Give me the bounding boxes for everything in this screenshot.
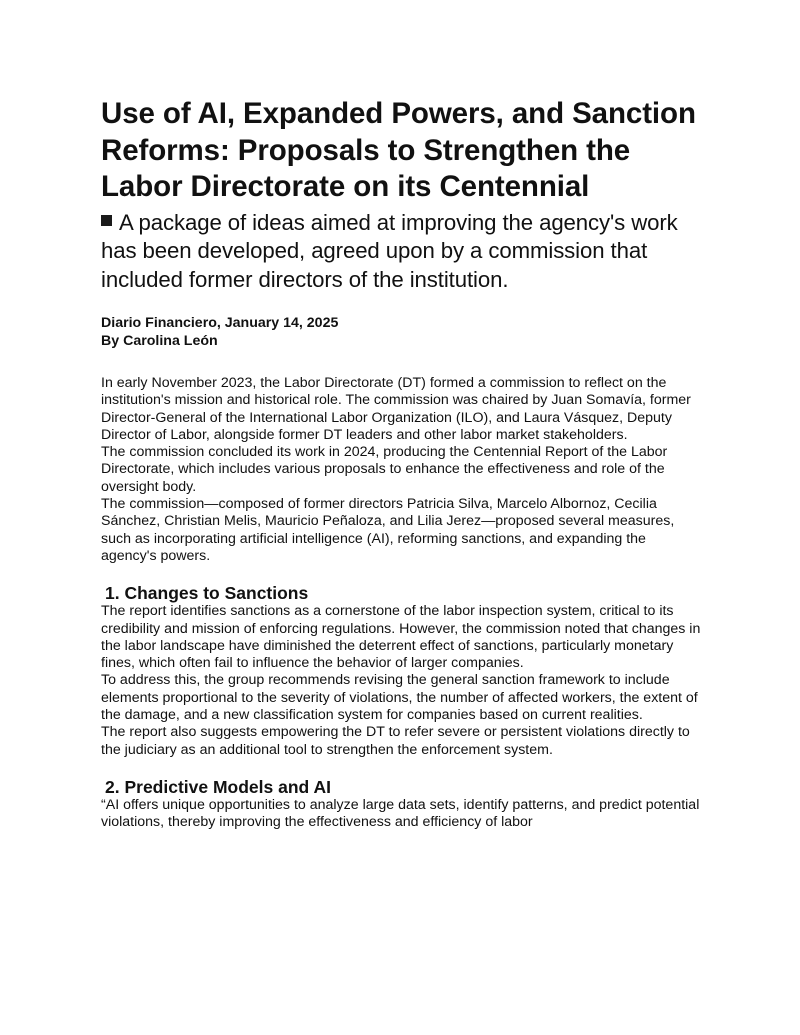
article-meta <box>101 315 701 350</box>
article <box>101 96 701 832</box>
section-paragraph: To address this, the group recommends revising the general sanction framework to include elements proportional to the severity of violations, the number of affected workers, the extent of the damage, and a new classification system for companies based on current realities. <box>101 672 698 724</box>
intro <box>101 375 701 565</box>
section-paragraph: The report also suggests empowering the DT to refer severe or persistent violations directly to the judiciary as an additional tool to strengthen the enforcement system. <box>101 724 690 758</box>
section-heading: 1. Changes to Sanctions <box>105 583 309 604</box>
section-heading: 2. Predictive Models and AI <box>105 776 331 797</box>
section-sanctions <box>101 583 701 759</box>
section-ai <box>101 777 701 832</box>
square-bullet-icon <box>101 215 112 226</box>
intro-paragraph: The commission concluded its work in 2024, producing the Centennial Report of the Labor Directorate, which includes various proposals to enhance the effectiveness and role of the oversight body. <box>101 444 668 495</box>
byline: By Carolina León <box>101 332 218 349</box>
section-paragraph: The report identifies sanctions as a cornerstone of the labor inspection system, critical to its credibility and mission of enforcing regulations. However, the commission noted that changes in the labor landscape have diminished the deterrent effect of sanctions, particularly monetary fines, which often fail to influence the behavior of larger companies. <box>101 603 701 672</box>
article-title: Use of AI, Expanded Powers, and Sanction Reforms: Proposals to Strengthen the Labor Directorate on its Centennial <box>101 97 696 203</box>
article-subtitle <box>101 209 701 295</box>
section-paragraph: “AI offers unique opportunities to analyze large data sets, identify patterns, and predict potential violations, thereby improving the effectiveness and efficiency of labor <box>101 796 700 831</box>
source-line: Diario Financiero, January 14, 2025 <box>101 315 339 331</box>
subtitle-text: A package of ideas aimed at improving the agency's work has been developed, agreed upon by a commission that included former directors of the institution. <box>101 209 678 292</box>
intro-paragraph: In early November 2023, the Labor Directorate (DT) formed a commission to reflect on the institution's mission and historical role. The commission was chaired by Juan Somavía, former Director-General of the International Labor Organization (ILO), and Laura Vásquez, Deputy Director of Labor, alongside former DT leaders and other labor market stakeholders. <box>101 375 691 443</box>
intro-paragraph: The commission—composed of former directors Patricia Silva, Marcelo Albornoz, Cecilia Sánchez, Christian Melis, Mauricio Peñaloza, and Lilia Jerez—proposed several measures, such as incorporating artificial intelligence (AI), reforming sanctions, and expanding the agency's powers. <box>101 496 675 564</box>
